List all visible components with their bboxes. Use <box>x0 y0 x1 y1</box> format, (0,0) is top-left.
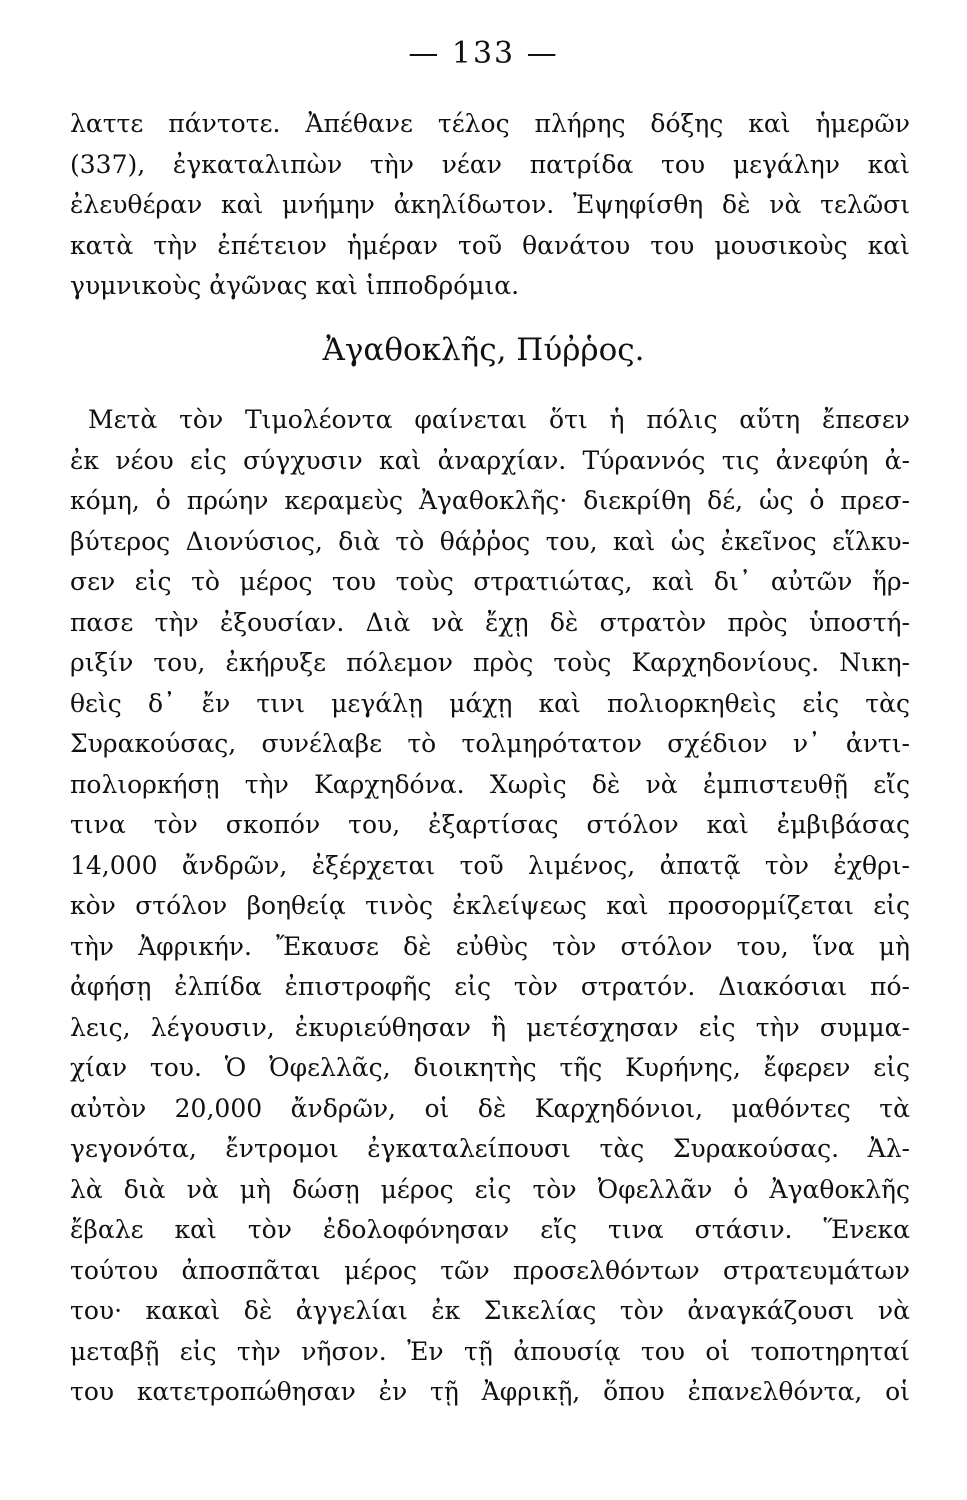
page-number: — 133 — <box>408 36 559 71</box>
text-line: λαττε πάντοτε. Ἀπέθανε τέλος πλήρης δόξης καὶ ἡμερῶν <box>70 109 910 138</box>
text-line: Μετὰ τὸν Τιμολέοντα φαίνεται ὅτι ἡ πόλις αὕτη ἔπεσεν <box>88 405 910 434</box>
text-line: μεταβῇ εἰς τὴν νῆσον. Ἐν τῇ ἀπουσίᾳ του οἱ τοποτηρηταί <box>70 1336 910 1366</box>
text-line: ἔβαλε καὶ τὸν ἐδολοφόνησαν εἴς τινα στάσιν. Ἕνεκα <box>70 1215 910 1244</box>
text-line: τὴν Ἀφρικήν. Ἔκαυσε δὲ εὐθὺς τὸν στόλον του, ἵνα μὴ <box>70 931 910 961</box>
text-line: αὐτὸν 20,000 ἄνδρῶν, οἱ δὲ Καρχηδόνιοι, μαθόντες τὰ <box>70 1093 910 1123</box>
text-line: τούτου ἀποσπᾶται μέρος τῶν προσελθόντων στρατευμάτων <box>70 1255 910 1285</box>
text-line: χίαν του. Ὁ Ὀφελλᾶς, διοικητὴς τῆς Κυρήνης, ἔφερεν εἰς <box>70 1053 910 1082</box>
text-line: θεὶς δ᾽ ἔν τινι μεγάλῃ μάχῃ καὶ πολιορκηθεὶς εἰς τὰς <box>70 688 910 718</box>
text-line: λὰ διὰ νὰ μὴ δώσῃ μέρος εἰς τὸν Ὀφελλᾶν ὁ Ἀγαθοκλῆς <box>70 1174 910 1204</box>
text-line: 14,000 ἄνδρῶν, ἐξέρχεται τοῦ λιμένος, ἀπατᾷ τὸν ἐχθρι- <box>70 850 910 880</box>
text-line: βύτερος Διονύσιος, διὰ τὸ θάῤῥος του, καὶ ὡς ἐκεῖνος εἵλκυ- <box>70 526 910 556</box>
text-line: τινα τὸν σκοπόν του, ἐξαρτίσας στόλον καὶ ἐμβιβάσας <box>70 810 910 839</box>
text-line: κόμη, ὁ πρώην κεραμεὺς Ἀγαθοκλῆς· διεκρίθη δέ, ὡς ὁ πρεσ- <box>70 486 910 515</box>
intro-paragraph <box>70 104 910 307</box>
text-line: κὸν στόλον βοηθείᾳ τινὸς ἐκλείψεως καὶ προσορμίζεται εἰς <box>70 891 910 920</box>
text-line: πασε τὴν ἐξουσίαν. Διὰ νὰ ἔχῃ δὲ στρατὸν πρὸς ὑποστή- <box>70 607 910 637</box>
text-line: πολιορκήσῃ τὴν Καρχηδόνα. Χωρὶς δὲ νὰ ἐμπιστευθῇ εἴς <box>70 769 910 799</box>
text-line: του κατετροπώθησαν ἐν τῇ Ἀφρικῇ, ὅπου ἐπανελθόντα, οἱ <box>70 1377 910 1406</box>
text-line: ἐλευθέραν καὶ μνήμην ἀκηλίδωτον. Ἐψηφίσθη δὲ νὰ τελῶσι <box>70 190 910 219</box>
text-line: ριξίν του, ἐκήρυξε πόλεμον πρὸς τοὺς Καρχηδονίους. Νικη- <box>70 648 910 677</box>
text-line: ἐκ νέου εἰς σύγχυσιν καὶ ἀναρχίαν. Τύραννός τις ἀνεφύη ἀ- <box>70 445 910 475</box>
text-line: του· κακαὶ δὲ ἀγγελίαι ἐκ Σικελίας τὸν ἀναγκάζουσι νὰ <box>70 1296 910 1325</box>
text-line: λεις, λέγουσιν, ἐκυριεύθησαν ἢ μετέσχησαν εἰς τὴν συμμα- <box>70 1012 910 1042</box>
body-paragraph <box>70 400 910 1413</box>
text-line: ἀφήσῃ ἐλπίδα ἐπιστροφῆς εἰς τὸν στρατόν. Διακόσιαι πό- <box>70 972 910 1001</box>
text-line: γεγονότα, ἔντρομοι ἐγκαταλείπουσι τὰς Συρακούσας. Ἀλ- <box>70 1134 910 1163</box>
text-line: γυμνικοὺς ἀγῶνας καὶ ἱπποδρόμια. <box>70 271 520 300</box>
text-line: (337), ἐγκαταλιπὼν τὴν νέαν πατρίδα του μεγάλην καὶ <box>70 149 910 179</box>
section-heading: Ἀγαθοκλῆς, Πύῤῥος. <box>322 332 645 368</box>
text-line: κατὰ τὴν ἐπέτειον ἡμέραν τοῦ θανάτου του μουσικοὺς καὶ <box>70 230 910 260</box>
text-line: σεν εἰς τὸ μέρος του τοὺς στρατιώτας, καὶ δι᾽ αὐτῶν ἥρ- <box>70 567 910 596</box>
text-line: Συρακούσας, συνέλαβε τὸ τολμηρότατον σχέδιον ν᾽ ἀντι- <box>70 729 910 758</box>
